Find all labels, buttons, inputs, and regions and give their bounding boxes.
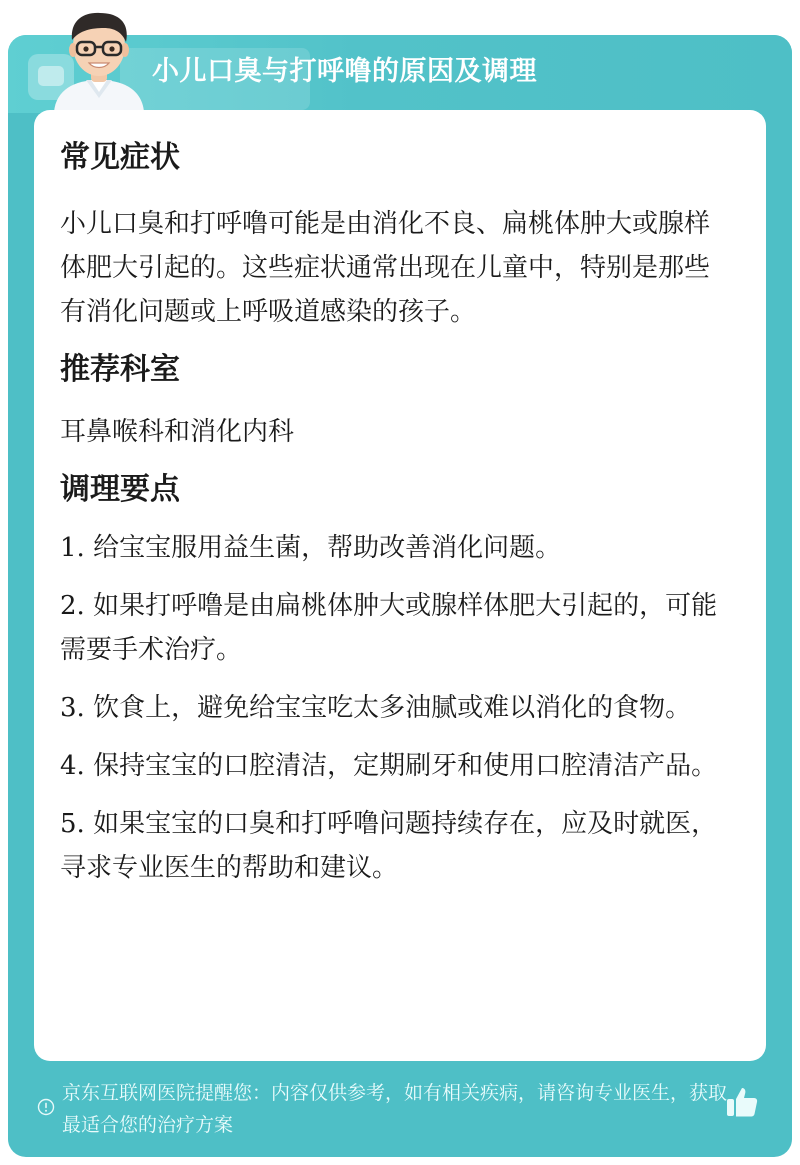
article-content <box>60 132 730 890</box>
info-circle-icon <box>37 1098 55 1116</box>
care-list <box>60 526 730 890</box>
section-heading-department: 推荐科室 <box>60 352 180 387</box>
page-title: 小儿口臭与打呼噜的原因及调理 <box>152 56 537 87</box>
list-item-text: 饮食上，避免给宝宝吃太多油腻或难以消化的食物。 <box>93 693 692 723</box>
doctor-avatar-icon <box>44 6 154 112</box>
list-item <box>60 526 730 570</box>
section-heading-symptoms: 常见症状 <box>60 140 180 175</box>
list-item <box>60 802 730 890</box>
list-item-text: 给宝宝服用益生菌，帮助改善消化问题。 <box>93 533 562 563</box>
list-item-number: 1. <box>60 533 85 563</box>
list-item-text: 如果宝宝的口臭和打呼噜问题持续存在，应及时就医，寻求专业医生的帮助和建议。 <box>60 809 718 883</box>
list-item <box>60 584 730 672</box>
symptoms-text: 小儿口臭和打呼噜可能是由消化不良、扁桃体肿大或腺样体肥大引起的。这些症状通常出现在儿童中，特别是那些有消化问题或上呼吸道感染的孩子。 <box>60 209 711 327</box>
list-item-text: 如果打呼噜是由扁桃体肿大或腺样体肥大引起的，可能需要手术治疗。 <box>60 591 718 665</box>
department-text: 耳鼻喉科和消化内科 <box>60 417 295 447</box>
list-item-number: 2. <box>60 591 85 621</box>
thumbs-up-icon[interactable] <box>724 1084 760 1120</box>
list-item-number: 3. <box>60 693 85 723</box>
footer-disclaimer: 京东互联网医院提醒您：内容仅供参考，如有相关疾病，请咨询专业医生，获取最适合您的治疗方案 <box>62 1082 728 1136</box>
list-item <box>60 744 730 788</box>
list-item-number: 4. <box>60 751 85 781</box>
list-item-text: 保持宝宝的口腔清洁，定期刷牙和使用口腔清洁产品。 <box>93 751 718 781</box>
section-heading-care: 调理要点 <box>60 472 180 507</box>
list-item <box>60 686 730 730</box>
list-item-number: 5. <box>60 809 85 839</box>
